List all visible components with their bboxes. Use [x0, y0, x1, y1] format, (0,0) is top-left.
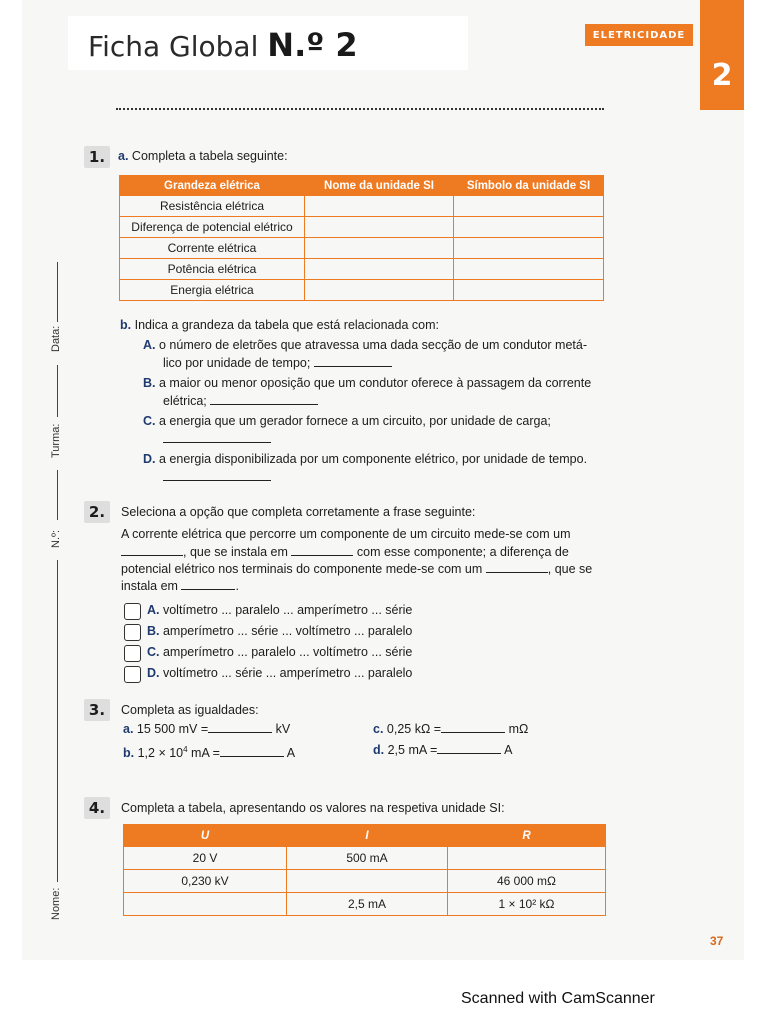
- item-letter: A.: [143, 338, 156, 352]
- q1b-item-c: [143, 413, 551, 430]
- i-cell: 500 mA: [287, 847, 448, 870]
- table-row: [120, 238, 604, 259]
- option-b: [147, 623, 412, 640]
- header-unit-name: Nome da unidade SI: [305, 176, 454, 196]
- unit-name-input[interactable]: [305, 217, 454, 238]
- q1b-item-b-cont: [163, 392, 318, 410]
- item-text-cont: elétrica;: [163, 394, 207, 408]
- q3-prompt: Completa as igualdades:: [121, 703, 259, 717]
- equation-lhs-rest: mA =: [187, 746, 220, 761]
- header-i: I: [287, 825, 448, 847]
- unit-symbol-input[interactable]: [454, 238, 604, 259]
- paragraph-fragment: instala em: [121, 579, 178, 593]
- table-row: [120, 259, 604, 280]
- quantity-cell: Potência elétrica: [120, 259, 305, 280]
- unit-symbol-input[interactable]: [454, 280, 604, 301]
- item-letter: b.: [123, 746, 135, 761]
- r-cell: 46 000 mΩ: [448, 870, 606, 893]
- q1b-prompt: [120, 317, 439, 334]
- option-d: [147, 665, 412, 682]
- option-b-checkbox[interactable]: [124, 624, 141, 641]
- option-letter: C.: [147, 645, 160, 659]
- answer-blank[interactable]: [437, 741, 501, 754]
- answer-blank[interactable]: [181, 577, 235, 590]
- equation-unit: kV: [275, 722, 291, 736]
- q1b-text: Indica a grandeza da tabela que está relacionada com:: [134, 318, 439, 332]
- option-text: amperímetro ... paralelo ... voltímetro ... série: [162, 645, 413, 659]
- q1b-letter: b.: [120, 318, 132, 332]
- item-letter: c.: [373, 722, 384, 736]
- quantity-cell: Corrente elétrica: [120, 238, 305, 259]
- i-cell: 2,5 mA: [287, 893, 448, 916]
- r-cell: 1 × 10² kΩ: [448, 893, 606, 916]
- u-cell: 0,230 kV: [124, 870, 287, 893]
- title-prefix: Ficha Global: [88, 30, 259, 63]
- question-1-number: 1.: [84, 146, 110, 168]
- table-row: [120, 280, 604, 301]
- q3-item-a: [123, 720, 290, 738]
- option-text: voltímetro ... paralelo ... amperímetro ... série: [162, 603, 413, 617]
- uir-table: [123, 824, 606, 916]
- page-title: [88, 26, 358, 64]
- question-2-number: 2.: [84, 501, 110, 523]
- answer-blank[interactable]: [163, 430, 271, 443]
- q2-paragraph-line2: [121, 543, 569, 561]
- q1b-item-d: [143, 451, 587, 468]
- paragraph-fragment: com esse componente; a diferença de: [356, 545, 569, 559]
- q1b-item-a-cont: [163, 354, 392, 372]
- title-number: N.º 2: [267, 26, 358, 64]
- i-input[interactable]: [287, 870, 448, 893]
- answer-blank[interactable]: [486, 560, 548, 573]
- option-letter: D.: [147, 666, 160, 680]
- unit-name-input[interactable]: [305, 238, 454, 259]
- paragraph-fragment: , que se instala em: [183, 545, 288, 559]
- header-quantity: Grandeza elétrica: [120, 176, 305, 196]
- header-r: R: [448, 825, 606, 847]
- r-input[interactable]: [448, 847, 606, 870]
- quantity-cell: Energia elétrica: [120, 280, 305, 301]
- table-row: [124, 870, 606, 893]
- equation-exponent: 4: [183, 745, 188, 754]
- quantities-table: [119, 175, 604, 301]
- equation-lhs: 0,25 kΩ =: [386, 722, 442, 736]
- option-d-checkbox[interactable]: [124, 666, 141, 683]
- q2-paragraph-line1: A corrente elétrica que percorre um componente de um circuito mede-se com um: [121, 527, 571, 541]
- table-header-row: [120, 176, 604, 196]
- equation-unit: A: [504, 743, 513, 757]
- answer-blank[interactable]: [208, 720, 272, 733]
- scanner-watermark: Scanned with CamScanner: [461, 990, 655, 1007]
- option-text: amperímetro ... série ... voltímetro ... paralelo: [162, 624, 413, 638]
- q1a-letter: a.: [118, 149, 129, 163]
- item-text: o número de eletrões que atravessa uma dada secção de um condutor metá-: [158, 338, 588, 352]
- u-input[interactable]: [124, 893, 287, 916]
- date-line[interactable]: [57, 262, 58, 322]
- answer-blank[interactable]: [220, 744, 284, 757]
- equation-unit: mΩ: [508, 722, 529, 736]
- q1b-item-a: [143, 337, 587, 354]
- section-label: ELETRICIDADE: [585, 24, 693, 46]
- option-text: voltímetro ... série ... amperímetro ... paralelo: [162, 666, 413, 680]
- q1a-text: Completa a tabela seguinte:: [131, 149, 288, 163]
- equation-lhs-base: 1,2 × 10: [137, 746, 184, 761]
- class-label: Turma:: [50, 423, 62, 458]
- table-row: [120, 217, 604, 238]
- date-label: Data:: [50, 325, 62, 352]
- paragraph-fragment: potencial elétrico nos terminais do componente mede-se com um: [121, 562, 483, 576]
- table-row: [124, 847, 606, 870]
- paragraph-fragment: , que se: [547, 562, 593, 576]
- item-text: a energia disponibilizada por um componente elétrico, por unidade de tempo.: [158, 452, 588, 466]
- unit-symbol-input[interactable]: [454, 196, 604, 217]
- q2-paragraph-line4: instala em .: [121, 579, 239, 593]
- item-letter: a.: [123, 722, 134, 736]
- option-c: [147, 644, 412, 661]
- q4-prompt: Completa a tabela, apresentando os valores na respetiva unidade SI:: [121, 801, 505, 815]
- item-letter: d.: [373, 743, 385, 757]
- item-text: a energia que um gerador fornece a um circuito, por unidade de carga;: [158, 414, 551, 428]
- class-line[interactable]: [57, 365, 58, 417]
- quantity-cell: Diferença de potencial elétrico: [120, 217, 305, 238]
- table-row: [120, 196, 604, 217]
- q1b-item-b: [143, 375, 591, 392]
- unit-name-input[interactable]: [305, 196, 454, 217]
- q3-item-c: [373, 720, 528, 738]
- number-line[interactable]: [57, 470, 58, 520]
- page-number: 37: [710, 934, 724, 948]
- q1b-item-c-cont: [163, 430, 271, 448]
- item-letter: B.: [143, 376, 156, 390]
- answer-blank[interactable]: [210, 392, 318, 405]
- equation-unit: A: [286, 746, 296, 761]
- table-header-row: [124, 825, 606, 847]
- question-4-number: 4.: [84, 797, 110, 819]
- answer-blank[interactable]: [314, 354, 392, 367]
- name-line[interactable]: [57, 560, 58, 882]
- question-3-number: 3.: [84, 699, 110, 721]
- q2-prompt: Seleciona a opção que completa corretamente a frase seguinte:: [121, 505, 476, 519]
- q3-item-d: [373, 741, 512, 759]
- unit-symbol-input[interactable]: [454, 217, 604, 238]
- item-text-cont: lico por unidade de tempo;: [163, 356, 311, 370]
- item-letter: C.: [143, 414, 156, 428]
- answer-blank[interactable]: [121, 543, 183, 556]
- item-text: a maior ou menor oposição que um condutor oferece à passagem da corrente: [158, 376, 592, 390]
- quantity-cell: Resistência elétrica: [120, 196, 305, 217]
- table-row: [124, 893, 606, 916]
- u-cell: 20 V: [124, 847, 287, 870]
- answer-blank[interactable]: [441, 720, 505, 733]
- option-c-checkbox[interactable]: [124, 645, 141, 662]
- header-u: U: [124, 825, 287, 847]
- dotted-divider: [116, 108, 604, 110]
- name-label: Nome:: [50, 887, 62, 920]
- chapter-number: 2: [711, 58, 733, 93]
- unit-symbol-input[interactable]: [454, 259, 604, 280]
- number-label: N.º:: [50, 529, 62, 548]
- option-letter: A.: [147, 603, 160, 617]
- option-letter: B.: [147, 624, 160, 638]
- unit-name-input[interactable]: [305, 280, 454, 301]
- header-unit-symbol: Símbolo da unidade SI: [454, 176, 604, 196]
- q2-paragraph-line3: [121, 560, 592, 578]
- q1b-item-d-cont: [163, 468, 271, 486]
- answer-blank[interactable]: [163, 468, 271, 481]
- equation-lhs: 2,5 mA =: [387, 743, 438, 757]
- option-a-checkbox[interactable]: [124, 603, 141, 620]
- item-letter: D.: [143, 452, 156, 466]
- q1a-prompt: [118, 148, 288, 165]
- equation-lhs: 15 500 mV =: [136, 722, 209, 736]
- unit-name-input[interactable]: [305, 259, 454, 280]
- answer-blank[interactable]: [291, 543, 353, 556]
- option-a: [147, 602, 412, 619]
- chapter-tab: [700, 0, 744, 110]
- q3-item-b: [123, 741, 295, 762]
